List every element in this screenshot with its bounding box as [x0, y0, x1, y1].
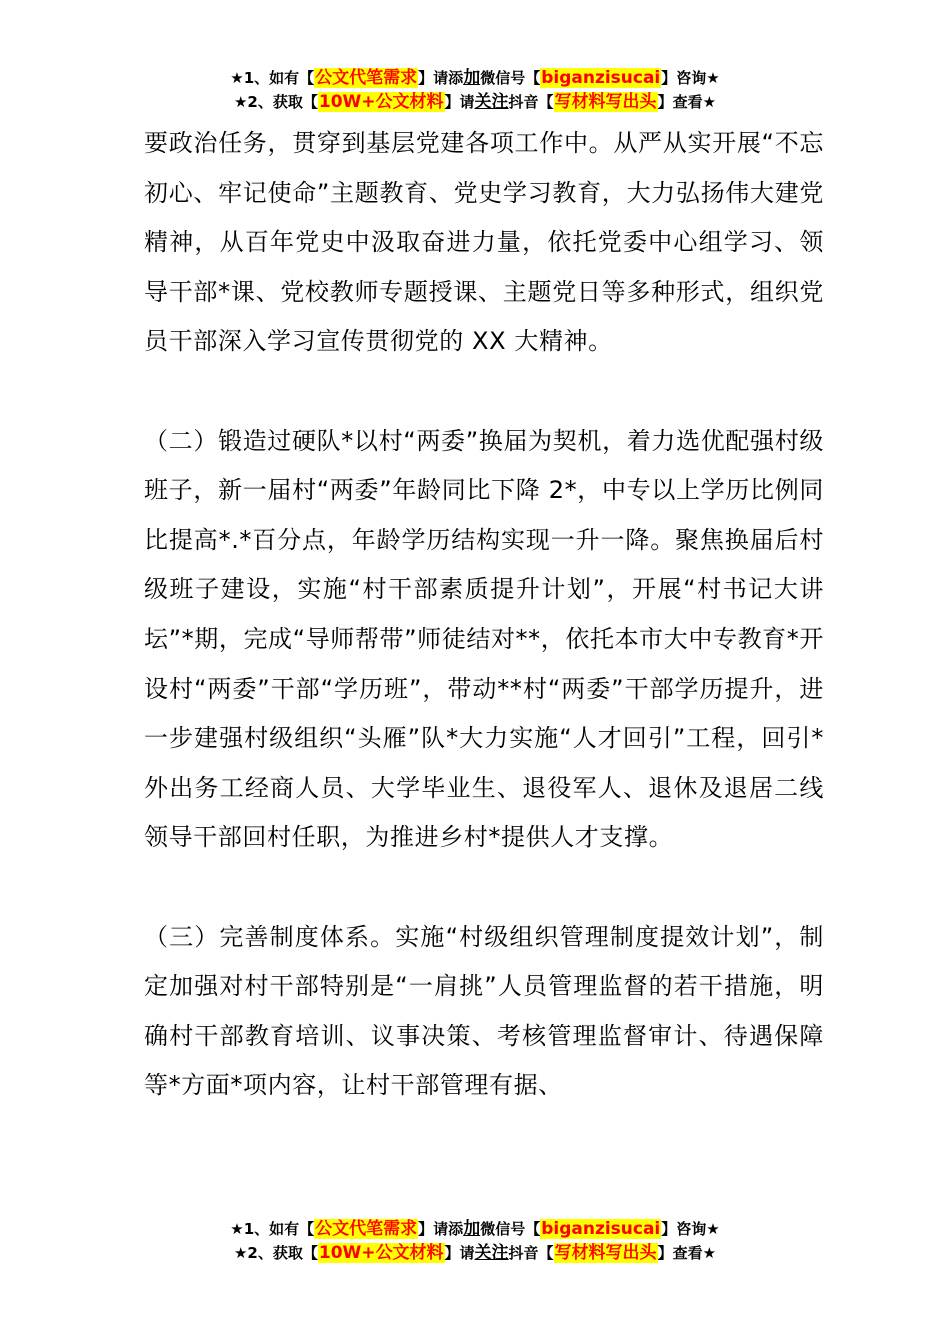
banner-text: 】咨询★ — [661, 69, 720, 87]
banner-text: 】请添 — [418, 1220, 464, 1238]
banner-text: 抖音【 — [508, 93, 554, 111]
banner-line-1 — [0, 1217, 950, 1241]
highlight-label: 公文代笔需求 — [315, 1219, 418, 1239]
paragraph-gap — [144, 863, 824, 913]
banner-text: 微信号【 — [480, 69, 541, 87]
underlined-text: 关注 — [474, 92, 509, 112]
footer-banner — [0, 1217, 950, 1265]
header-banner — [0, 66, 950, 114]
banner-text: ★1、如有【 — [230, 1220, 315, 1238]
highlight-label: 10W+公文材料 — [318, 92, 444, 112]
banner-line-2 — [0, 1241, 950, 1265]
paragraph: （三）完善制度体系。实施“村级组织管理制度提效计划”，制定加强对村干部特别是“一肩挑”人员管理监督的若干措施，明确村干部教育培训、议事决策、考核管理监督审计、待遇保障等*方面*项内容，让村干部管理有据、 — [144, 922, 824, 1100]
paragraph: 要政治任务，贯穿到基层党建各项工作中。从严从实开展“不忘初心、牢记使命”主题教育、党史学习教育，大力弘扬伟大建党精神，从百年党史中汲取奋进力量，依托党委中心组学习、领导干部*课、党校教师专题授课、主题党日等多种形式，组织党员干部深入学习宣传贯彻党的 XX 大精神。 — [144, 129, 824, 356]
paragraph: （二）锻造过硬队*以村“两委”换届为契机，着力选优配强村级班子，新一届村“两委”年龄同比下降 2*，中专以上学历比例同比提高*.*百分点，年龄学历结构实现一升一降。聚焦换届后村级班子建设，实施“村干部素质提升计划”，开展“村书记大讲坛”*期，完成“导师帮带”师徒结对**，依托本市大中专教育*开设村“两委”干部“学历班”，带动**村“两委”干部学历提升，进一步建强村级组织“头雁”队*大力实施“人才回引”工程，回引*外出务工经商人员、大学毕业生、退役军人、退休及退居二线领导干部回村任职，为推进乡村*提供人才支撑。 — [144, 426, 824, 852]
banner-text: 】请 — [444, 93, 475, 111]
document-body — [144, 119, 824, 1111]
highlight-label: 写材料写出头 — [554, 1243, 657, 1263]
paragraph-gap — [144, 367, 824, 417]
banner-text: 抖音【 — [508, 1244, 554, 1262]
banner-text: 微信号【 — [480, 1220, 541, 1238]
banner-text: ★1、如有【 — [230, 69, 315, 87]
underlined-text: 加 — [463, 1219, 481, 1239]
banner-text: 】查看★ — [657, 93, 717, 111]
banner-text: 】查看★ — [657, 1244, 717, 1262]
highlight-label: 公文代笔需求 — [315, 68, 418, 88]
banner-text: 】咨询★ — [661, 1220, 720, 1238]
banner-text: ★2、获取【 — [233, 1244, 318, 1262]
underlined-text: 关注 — [474, 1243, 509, 1263]
banner-line-2 — [0, 90, 950, 114]
banner-line-1 — [0, 66, 950, 90]
highlight-label: 10W+公文材料 — [318, 1243, 444, 1263]
highlight-label: biganzisucai — [541, 68, 661, 88]
highlight-label: biganzisucai — [541, 1219, 661, 1239]
highlight-label: 写材料写出头 — [554, 92, 657, 112]
underlined-text: 加 — [463, 68, 481, 88]
banner-text: ★2、获取【 — [233, 93, 318, 111]
banner-text: 】请 — [444, 1244, 475, 1262]
banner-text: 】请添 — [418, 69, 464, 87]
